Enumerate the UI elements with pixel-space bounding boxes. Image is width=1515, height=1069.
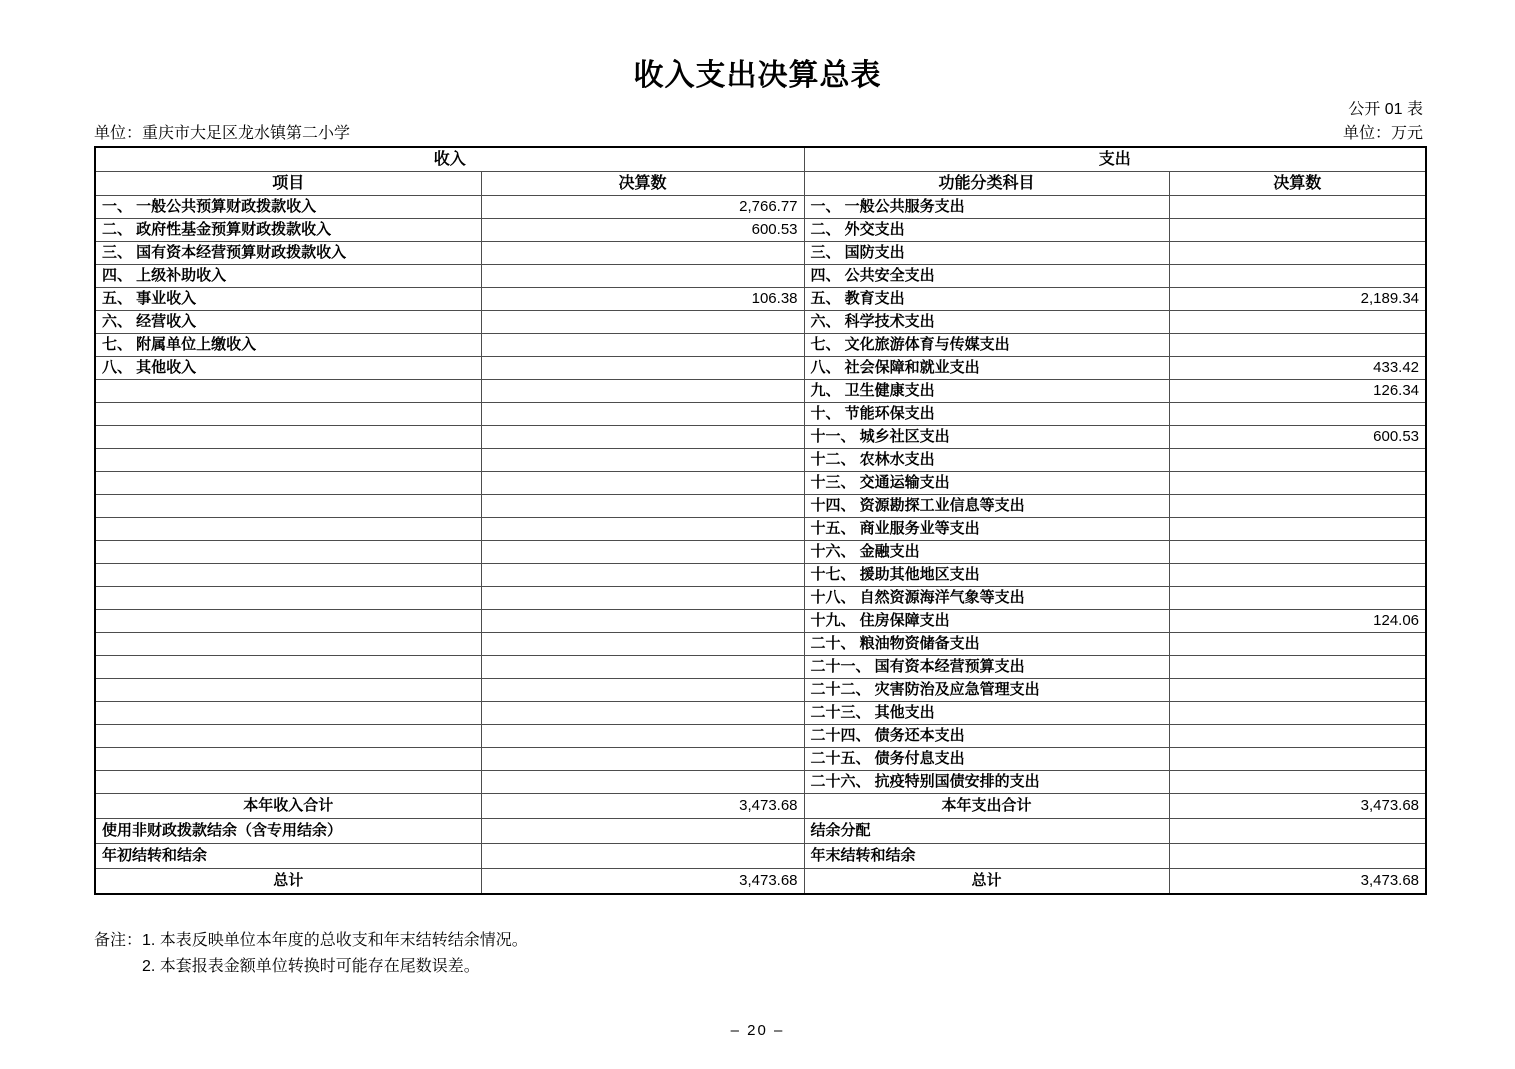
- table-row: [95, 196, 1426, 219]
- expense-value-cell: 3,473.68: [1169, 869, 1426, 895]
- income-item-cell: [95, 495, 481, 518]
- expense-item-cell: 七、 文化旅游体育与传媒支出: [804, 334, 1169, 357]
- expense-item-cell: 总计: [804, 869, 1169, 895]
- expense-item-cell: 五、 教育支出: [804, 288, 1169, 311]
- notes: [94, 928, 528, 980]
- income-value-cell: [481, 403, 804, 426]
- expense-value-cell: [1169, 449, 1426, 472]
- income-value-cell: [481, 633, 804, 656]
- income-item-cell: [95, 656, 481, 679]
- expense-value-cell: [1169, 541, 1426, 564]
- expense-item-cell: 六、 科学技术支出: [804, 311, 1169, 334]
- expense-item-cell: 二十六、 抗疫特别国债安排的支出: [804, 771, 1169, 794]
- expense-value-cell: [1169, 518, 1426, 541]
- income-item-cell: [95, 564, 481, 587]
- table-row: [95, 334, 1426, 357]
- income-item-cell: [95, 518, 481, 541]
- expense-item-cell: 十二、 农林水支出: [804, 449, 1169, 472]
- income-item-cell: [95, 771, 481, 794]
- income-value-cell: [481, 518, 804, 541]
- expense-section-header: 支出: [804, 147, 1426, 172]
- expense-item-cell: 二、 外交支出: [804, 219, 1169, 242]
- income-value-cell: [481, 725, 804, 748]
- expense-value-cell: 124.06: [1169, 610, 1426, 633]
- table-row: [95, 748, 1426, 771]
- table-row: [95, 587, 1426, 610]
- expense-item-cell: 二十五、 债务付息支出: [804, 748, 1169, 771]
- table-row: [95, 564, 1426, 587]
- table-row: [95, 844, 1426, 869]
- income-value-cell: [481, 426, 804, 449]
- income-item-header: 项目: [95, 172, 481, 196]
- table-row: [95, 679, 1426, 702]
- income-item-cell: 七、 附属单位上缴收入: [95, 334, 481, 357]
- income-item-cell: 一、 一般公共预算财政拨款收入: [95, 196, 481, 219]
- expense-value-cell: [1169, 725, 1426, 748]
- expense-item-cell: 三、 国防支出: [804, 242, 1169, 265]
- table-row: [95, 633, 1426, 656]
- table-row: [95, 242, 1426, 265]
- expense-item-cell: 二十四、 债务还本支出: [804, 725, 1169, 748]
- expense-item-cell: 本年支出合计: [804, 794, 1169, 819]
- income-value-cell: [481, 610, 804, 633]
- income-value-cell: [481, 242, 804, 265]
- expense-value-cell: [1169, 472, 1426, 495]
- expense-item-cell: 二十、 粮油物资储备支出: [804, 633, 1169, 656]
- expense-value-cell: [1169, 265, 1426, 288]
- income-value-cell: [481, 702, 804, 725]
- table-row: [95, 357, 1426, 380]
- table-row: [95, 656, 1426, 679]
- income-value-cell: [481, 748, 804, 771]
- expense-value-cell: [1169, 844, 1426, 869]
- table-row: [95, 265, 1426, 288]
- expense-item-cell: 十七、 援助其他地区支出: [804, 564, 1169, 587]
- income-section-header: 收入: [95, 147, 804, 172]
- income-value-cell: [481, 472, 804, 495]
- income-item-cell: [95, 679, 481, 702]
- expense-item-cell: 十一、 城乡社区支出: [804, 426, 1169, 449]
- expense-value-cell: [1169, 771, 1426, 794]
- expense-item-cell: 年末结转和结余: [804, 844, 1169, 869]
- income-item-cell: 二、 政府性基金预算财政拨款收入: [95, 219, 481, 242]
- income-item-cell: 四、 上级补助收入: [95, 265, 481, 288]
- table-row: [95, 702, 1426, 725]
- expense-item-cell: 结余分配: [804, 819, 1169, 844]
- income-item-cell: [95, 472, 481, 495]
- income-value-cell: [481, 380, 804, 403]
- expense-value-cell: [1169, 656, 1426, 679]
- expense-item-cell: 一、 一般公共服务支出: [804, 196, 1169, 219]
- table-row: [95, 495, 1426, 518]
- income-value-cell: [481, 311, 804, 334]
- income-value-cell: [481, 844, 804, 869]
- expense-item-cell: 四、 公共安全支出: [804, 265, 1169, 288]
- income-item-cell: 年初结转和结余: [95, 844, 481, 869]
- income-item-cell: [95, 541, 481, 564]
- table-row: [95, 819, 1426, 844]
- expense-value-cell: [1169, 219, 1426, 242]
- income-item-cell: 总计: [95, 869, 481, 895]
- page-number: – 20 –: [730, 1022, 785, 1039]
- table-row: [95, 219, 1426, 242]
- table-row: [95, 472, 1426, 495]
- income-item-cell: [95, 449, 481, 472]
- expense-value-cell: [1169, 587, 1426, 610]
- table-row: [95, 869, 1426, 895]
- expense-value-cell: [1169, 311, 1426, 334]
- expense-item-cell: 九、 卫生健康支出: [804, 380, 1169, 403]
- expense-value-cell: [1169, 196, 1426, 219]
- income-value-cell: 106.38: [481, 288, 804, 311]
- expense-value-cell: [1169, 679, 1426, 702]
- income-value-cell: 600.53: [481, 219, 804, 242]
- income-item-cell: [95, 633, 481, 656]
- table-row: [95, 794, 1426, 819]
- expense-value-cell: 433.42: [1169, 357, 1426, 380]
- expense-value-cell: [1169, 633, 1426, 656]
- table-body: [95, 196, 1426, 895]
- income-value-header: 决算数: [481, 172, 804, 196]
- expense-value-cell: 3,473.68: [1169, 794, 1426, 819]
- expense-item-cell: 二十三、 其他支出: [804, 702, 1169, 725]
- form-number: 公开 01 表: [1348, 101, 1423, 118]
- income-value-cell: [481, 656, 804, 679]
- income-item-cell: 本年收入合计: [95, 794, 481, 819]
- income-item-cell: [95, 426, 481, 449]
- expense-value-cell: [1169, 403, 1426, 426]
- income-item-cell: [95, 610, 481, 633]
- note-2: 2. 本套报表金额单位转换时可能存在尾数误差。: [142, 958, 480, 975]
- expense-value-cell: 2,189.34: [1169, 288, 1426, 311]
- income-value-cell: 3,473.68: [481, 869, 804, 895]
- income-item-cell: [95, 702, 481, 725]
- expense-value-cell: [1169, 495, 1426, 518]
- expense-value-cell: [1169, 819, 1426, 844]
- section-header-row: [95, 147, 1426, 172]
- table-row: [95, 541, 1426, 564]
- expense-item-cell: 二十一、 国有资本经营预算支出: [804, 656, 1169, 679]
- table-row: [95, 771, 1426, 794]
- expense-value-cell: [1169, 702, 1426, 725]
- income-value-cell: [481, 495, 804, 518]
- expense-item-cell: 十三、 交通运输支出: [804, 472, 1169, 495]
- expense-item-cell: 十五、 商业服务业等支出: [804, 518, 1169, 541]
- income-value-cell: [481, 564, 804, 587]
- income-value-cell: [481, 819, 804, 844]
- expense-item-header: 功能分类科目: [804, 172, 1169, 196]
- expense-item-cell: 十六、 金融支出: [804, 541, 1169, 564]
- expense-value-cell: 600.53: [1169, 426, 1426, 449]
- income-item-cell: [95, 725, 481, 748]
- income-item-cell: 五、 事业收入: [95, 288, 481, 311]
- income-value-cell: [481, 541, 804, 564]
- table-row: [95, 380, 1426, 403]
- expense-item-cell: 十九、 住房保障支出: [804, 610, 1169, 633]
- table-row: [95, 426, 1426, 449]
- expense-value-cell: [1169, 564, 1426, 587]
- income-item-cell: 使用非财政拨款结余（含专用结余）: [95, 819, 481, 844]
- income-value-cell: [481, 265, 804, 288]
- income-value-cell: 2,766.77: [481, 196, 804, 219]
- income-item-cell: [95, 587, 481, 610]
- income-item-cell: 六、 经营收入: [95, 311, 481, 334]
- expense-item-cell: 八、 社会保障和就业支出: [804, 357, 1169, 380]
- income-item-cell: [95, 403, 481, 426]
- income-value-cell: [481, 357, 804, 380]
- table-row: [95, 449, 1426, 472]
- expense-item-cell: 十八、 自然资源海洋气象等支出: [804, 587, 1169, 610]
- income-value-cell: [481, 771, 804, 794]
- note-1: 备注：1. 本表反映单位本年度的总收支和年末结转结余情况。: [94, 932, 528, 949]
- table-row: [95, 610, 1426, 633]
- expense-item-cell: 十四、 资源勘探工业信息等支出: [804, 495, 1169, 518]
- table-row: [95, 288, 1426, 311]
- table-row: [95, 518, 1426, 541]
- column-header-row: [95, 172, 1426, 196]
- income-value-cell: [481, 449, 804, 472]
- expense-value-cell: [1169, 748, 1426, 771]
- budget-summary-table: [94, 146, 1427, 895]
- page-title: 收入支出决算总表: [633, 59, 882, 92]
- expense-value-cell: 126.34: [1169, 380, 1426, 403]
- income-item-cell: [95, 380, 481, 403]
- unit-name: 单位：重庆市大足区龙水镇第二小学: [94, 125, 351, 142]
- income-value-cell: [481, 587, 804, 610]
- expense-value-header: 决算数: [1169, 172, 1426, 196]
- income-item-cell: 八、 其他收入: [95, 357, 481, 380]
- table-row: [95, 725, 1426, 748]
- income-value-cell: [481, 679, 804, 702]
- expense-item-cell: 二十二、 灾害防治及应急管理支出: [804, 679, 1169, 702]
- income-item-cell: [95, 748, 481, 771]
- expense-item-cell: 十、 节能环保支出: [804, 403, 1169, 426]
- income-item-cell: 三、 国有资本经营预算财政拨款收入: [95, 242, 481, 265]
- income-value-cell: 3,473.68: [481, 794, 804, 819]
- unit-measure: 单位：万元: [1342, 125, 1423, 142]
- table-row: [95, 311, 1426, 334]
- expense-value-cell: [1169, 242, 1426, 265]
- table-row: [95, 403, 1426, 426]
- expense-value-cell: [1169, 334, 1426, 357]
- income-value-cell: [481, 334, 804, 357]
